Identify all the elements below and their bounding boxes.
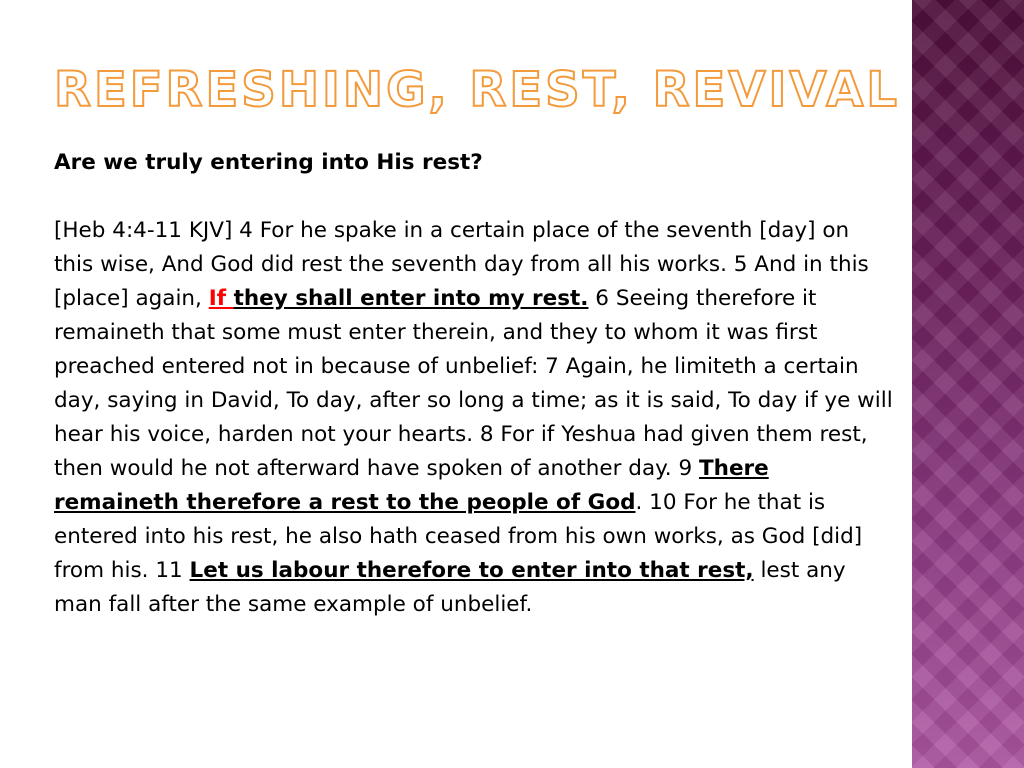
decorative-side-bar: [912, 0, 1024, 768]
slide-title: REFRESHING, REST, REVIVAL: [54, 62, 900, 118]
scripture-passage: [54, 214, 894, 622]
question-text: Are we truly entering into His rest?: [54, 150, 483, 175]
emphasis-labour: Let us labour therefore to enter into that rest,: [189, 558, 754, 583]
passage-segment-2: 6 Seeing therefore it remaineth that some must enter therein, and they to whom it was first preached entered not in because of unbelief: 7 Again, he limiteth a certain day, saying in David, To day, after so long a time; as it is said, To day if ye will hear his voice, harden not your hearts. 8 For if Yeshua had given them rest, then would he not afterward have spoken of another day. 9: [54, 286, 893, 481]
passage-segment-3: . 10 For he that is entered into his rest, he also hath ceased from his own works, as God [did] from his. 11: [54, 490, 863, 583]
slide-body: [54, 146, 894, 622]
passage-segment-4: lest any man fall after the same example of unbelief.: [54, 558, 846, 617]
passage-segment-1: [Heb 4:4-11 KJV] 4 For he spake in a certain place of the seventh [day] on this wise, And God did rest the seventh day from all his works. 5 And in this [place] again,: [54, 218, 869, 311]
emphasis-remaineth-rest: There remaineth therefore a rest to the people of God: [54, 456, 769, 515]
emphasis-if-word: If: [208, 286, 234, 311]
emphasis-enter-rest: they shall enter into my rest.: [233, 286, 589, 311]
